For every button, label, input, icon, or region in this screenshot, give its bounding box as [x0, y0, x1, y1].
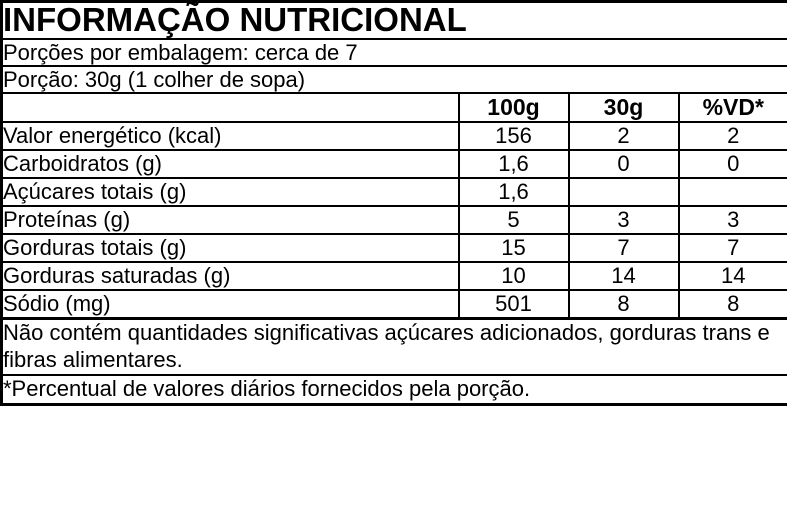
nutrient-value-vd — [679, 178, 787, 206]
table-row — [2, 206, 787, 234]
nutrient-value-30g: 3 — [569, 206, 679, 234]
nutrient-name: Gorduras saturadas (g) — [2, 262, 459, 290]
nutrient-name: Proteínas (g) — [2, 206, 459, 234]
column-header-row — [2, 93, 787, 122]
nutrient-value-100g: 1,6 — [459, 178, 569, 206]
nutrient-value-vd: 3 — [679, 206, 787, 234]
note-row — [2, 319, 787, 375]
servings-per-package-row — [2, 39, 787, 66]
table-row — [2, 178, 787, 206]
column-header-blank — [2, 93, 459, 122]
nutrient-name: Gorduras totais (g) — [2, 234, 459, 262]
nutrient-value-100g: 501 — [459, 290, 569, 319]
nutrient-value-30g: 2 — [569, 122, 679, 150]
nutrient-value-100g: 15 — [459, 234, 569, 262]
nutrient-value-30g: 7 — [569, 234, 679, 262]
nutrient-name: Valor energético (kcal) — [2, 122, 459, 150]
nutrient-value-vd: 2 — [679, 122, 787, 150]
nutrient-value-100g: 1,6 — [459, 150, 569, 178]
nutrient-value-30g: 0 — [569, 150, 679, 178]
table-row — [2, 150, 787, 178]
nutrient-value-30g — [569, 178, 679, 206]
column-header-30g: 30g — [569, 93, 679, 122]
table-row — [2, 290, 787, 319]
serving-size: Porção: 30g (1 colher de sopa) — [2, 66, 787, 93]
table-row — [2, 122, 787, 150]
nutrient-value-vd: 14 — [679, 262, 787, 290]
column-header-100g: 100g — [459, 93, 569, 122]
nutrient-value-30g: 8 — [569, 290, 679, 319]
nutrient-value-vd: 7 — [679, 234, 787, 262]
nutrient-value-100g: 156 — [459, 122, 569, 150]
table-row — [2, 262, 787, 290]
nutrient-value-100g: 5 — [459, 206, 569, 234]
title-row — [2, 2, 787, 39]
column-header-vd: %VD* — [679, 93, 787, 122]
nutrient-name: Carboidratos (g) — [2, 150, 459, 178]
serving-size-row — [2, 66, 787, 93]
servings-per-package: Porções por embalagem: cerca de 7 — [2, 39, 787, 66]
nutrient-name: Açúcares totais (g) — [2, 178, 459, 206]
nutrient-value-100g: 10 — [459, 262, 569, 290]
nutrient-value-vd: 8 — [679, 290, 787, 319]
nutrient-value-30g: 14 — [569, 262, 679, 290]
footnote-row — [2, 375, 787, 404]
nutrient-value-vd: 0 — [679, 150, 787, 178]
page-title: INFORMAÇÃO NUTRICIONAL — [2, 2, 787, 39]
table-row — [2, 234, 787, 262]
insignificant-amounts-note: Não contém quantidades significativas açúcares adicionados, gorduras trans e fibras alimentares. — [2, 319, 787, 375]
daily-value-footnote: *Percentual de valores diários fornecidos pela porção. — [2, 375, 787, 404]
nutrient-name: Sódio (mg) — [2, 290, 459, 319]
